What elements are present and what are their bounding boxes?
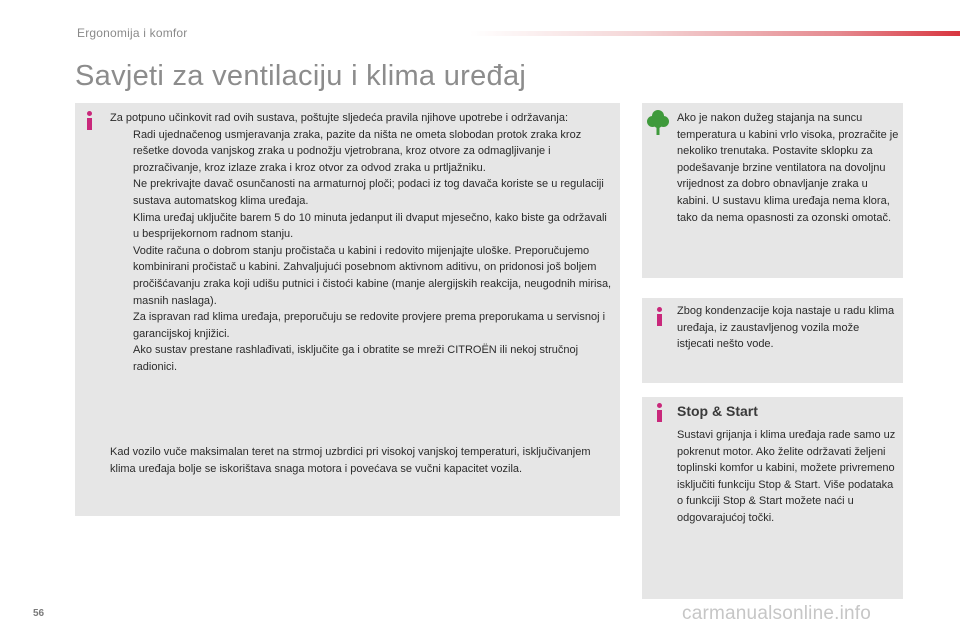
stop-start-title: Stop & Start	[677, 403, 758, 419]
list-item	[110, 309, 615, 342]
section-header: Ergonomija i komfor	[77, 26, 188, 40]
tree-icon	[647, 109, 669, 135]
info-icon	[654, 403, 666, 423]
list-item-text: Ne prekrivajte davač osunčanosti na armaturnoj ploči; podaci iz tog davača koriste se u regulaciji sustava automatskog klima uređaja.	[133, 178, 604, 207]
list-item	[110, 176, 615, 209]
header-accent-bar	[470, 31, 960, 36]
towing-paragraph: Kad vozilo vuče maksimalan teret na strmoj uzbrdici pri visokoj vanjskoj temperaturi, isključivanjem klima uređaja bolje se iskorištava snaga motora i povećava se vučni kapacitet vozila.	[110, 446, 591, 475]
info-icon	[654, 307, 666, 327]
stop-start-text: Sustavi grijanja i klima uređaja rade samo uz pokrenut motor. Ako želite održavati željeni toplinski komfor u kabini, možete privremeno isključiti funkciju Stop & Start. Više podataka o funkciji Stop & Start možete naći u odgovarajućoj točki.	[677, 429, 896, 524]
list-item	[110, 127, 615, 177]
list-item-text: Radi ujednačenog usmjeravanja zraka, pazite da ništa ne ometa slobodan protok zraka kroz rešetke dovoda vanjskog zraka u podnožju vjetrobrana, kroz otvore za odmagljivanje i prozračivanje, kroz izlaze zraka i kroz otvor za odvod zraka u prtljažniku.	[133, 128, 582, 174]
recommendation-list	[110, 127, 615, 376]
page-number: 56	[33, 608, 45, 619]
list-item	[110, 210, 615, 243]
page-title: Savjeti za ventilaciju i klima uređaj	[75, 60, 527, 92]
list-item-text: Vodite računa o dobrom stanju pročistača u kabini i redovito mijenjajte uloške. Preporučujemo kombinirani pročistač u kabini. Zahvaljujući posebnom aktivnom aditivu, on pridonosi još boljem pročišćavanju zraka koji udišu putnici i čistoći kabine (manje alergijskih reakcija, neugodnih mirisa, masnih naslaga).	[133, 244, 612, 307]
main-intro: Za potpuno učinkovit rad ovih sustava, poštujte sljedeća pravila njihove upotrebe i održavanja:	[110, 112, 568, 124]
watermark: carmanualsonline.info	[682, 603, 872, 624]
condensation-text: Zbog kondenzacije koja nastaje u radu klima uređaja, iz zaustavljenog vozila može istjecati nešto vode.	[677, 305, 895, 351]
list-item-text: Klima uređaj uključite barem 5 do 10 minuta jedanput ili dvaput mjesečno, kako biste ga održavali u besprijekornom radnom stanju.	[133, 211, 607, 241]
list-item	[110, 342, 615, 375]
main-info-text	[110, 110, 615, 376]
info-icon	[84, 111, 96, 131]
eco-tip-text: Ako je nakon dužeg stajanja na suncu temperatura u kabini vrlo visoka, prozračite je nekoliko trenutaka. Postavite sklopku za podešavanje brzine ventilatora na dovoljnu vrijednost za dobro obnavljanje zraka u kabini. U sustavu klima uređaja nema klora, tako da nema opasnosti za ozonski omotač.	[677, 112, 899, 224]
list-item-text: Ako sustav prestane rashlađivati, isključite ga i obratite se mreži CITROËN ili nekoj stručnoj radionici.	[133, 344, 579, 373]
list-item	[110, 243, 615, 309]
list-item-text: Za ispravan rad klima uređaja, preporučuju se redovite provjere prema preporukama u servisnoj i garancijskoj knjižici.	[133, 311, 606, 340]
